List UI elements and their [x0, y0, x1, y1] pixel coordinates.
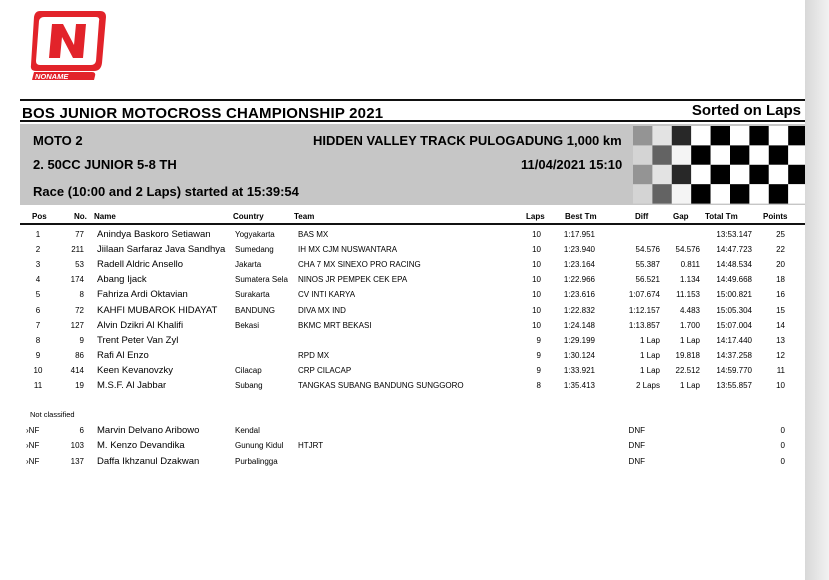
team-cell: NINOS JR PEMPEK CEK EPA [298, 275, 408, 285]
total-time-cell: 14:48.534 [716, 260, 752, 270]
best-time-cell: 1:33.921 [563, 365, 595, 375]
result-row [20, 258, 805, 273]
gap-cell: 0.811 [680, 260, 700, 270]
number-cell: 6 [79, 426, 84, 435]
col-no: No. [74, 212, 87, 221]
pos-cell: 1 [35, 230, 41, 239]
number-cell: 211 [71, 245, 84, 255]
rider-name: KAHFI MUBAROK HIDAYAT [97, 304, 218, 316]
diff-cell: 1 Lap [639, 335, 660, 345]
team-cell: RPD MX [298, 350, 330, 360]
diff-cell: 54.576 [635, 245, 660, 255]
pos-cell: 3 [35, 260, 41, 270]
rider-name: Abang Ijack [97, 274, 147, 286]
class-label: 2. 50CC JUNIOR 5-8 TH [33, 157, 177, 172]
best-time-cell: 1:23.616 [563, 290, 595, 300]
pos-cell: 5 [35, 290, 41, 300]
best-time-cell: 1:24.148 [563, 320, 595, 330]
country-cell: Sumedang [235, 245, 274, 255]
track-label: HIDDEN VALLEY TRACK PULOGADUNG 1,000 km [313, 133, 622, 148]
team-cell: TANGKAS SUBANG BANDUNG SUNGGORO [298, 381, 464, 390]
gap-cell: 1 Lap [679, 381, 700, 390]
number-cell: 86 [75, 350, 84, 360]
points-cell: 18 [776, 275, 785, 285]
diff-cell: 1:07.674 [628, 290, 660, 300]
number-cell: 414 [70, 365, 84, 375]
best-time-cell: 1:30.124 [563, 350, 595, 360]
total-time-cell: 15:05.304 [716, 305, 752, 315]
team-cell: HTJRT [298, 441, 324, 451]
number-cell: 137 [70, 456, 84, 466]
pos-cell: 7 [35, 320, 41, 330]
points-cell: 0 [780, 456, 785, 466]
result-row [20, 334, 805, 349]
points-cell: 10 [776, 381, 785, 390]
team-cell: CHA 7 MX SINEXO PRO RACING [298, 260, 421, 270]
rider-name: Marvin Delvano Aribowo [97, 425, 200, 436]
page-title: BOS JUNIOR MOTOCROSS CHAMPIONSHIP 2021 [22, 105, 384, 122]
country-cell: Kendal [235, 426, 260, 435]
column-headers [20, 209, 805, 225]
best-time-cell: 1:22.966 [563, 275, 595, 285]
best-time-cell: 1:23.164 [563, 260, 595, 270]
team-cell: CV INTI KARYA [298, 290, 356, 300]
team-cell: CRP CILACAP [298, 365, 352, 375]
number-cell: 103 [70, 441, 84, 451]
result-row [20, 273, 805, 288]
points-cell: 0 [780, 426, 785, 435]
status-cell: DNF [628, 456, 645, 466]
pos-cell: 11 [33, 381, 43, 390]
gap-cell: 1.134 [679, 275, 700, 285]
diff-cell: 55.387 [635, 260, 660, 270]
points-cell: 25 [776, 230, 785, 239]
country-cell: Bekasi [235, 320, 260, 330]
col-country: Country [233, 212, 264, 221]
diff-cell: 1:12.157 [628, 305, 660, 315]
laps-cell: 10 [532, 230, 541, 239]
rider-name: Trent Peter Van Zyl [97, 334, 179, 346]
not-classified-row [20, 424, 805, 439]
laps-cell: 9 [536, 365, 541, 375]
country-cell: Purbalingga [235, 456, 278, 466]
pos-cell: 2 [35, 245, 41, 255]
not-classified-row [20, 455, 805, 470]
col-team: Team [294, 212, 315, 221]
status-cell: DNF [628, 441, 645, 451]
points-cell: 0 [780, 441, 785, 451]
pos-cell: 8 [35, 335, 41, 345]
country-cell: BANDUNG [235, 305, 276, 315]
country-cell: Surakarta [235, 290, 270, 300]
team-cell: IH MX CJM NUSWANTARA [298, 245, 398, 255]
country-cell: Yogyakarta [235, 230, 275, 239]
rider-name: Alvin Dzikri Al Khalifi [97, 319, 184, 331]
pos-cell: 6 [35, 305, 41, 315]
points-cell: 16 [776, 290, 785, 300]
not-classified-row [20, 439, 805, 454]
best-time-cell: 1:17.951 [563, 230, 595, 239]
rider-name: Radell Aldric Ansello [97, 259, 184, 271]
col-diff: Diff [635, 212, 649, 221]
not-classified-heading: Not classified [30, 410, 75, 419]
country-cell: Sumatera Sela [235, 275, 288, 285]
team-cell: BAS MX [298, 230, 329, 239]
moto-label: MOTO 2 [33, 133, 83, 148]
noname-logo [30, 9, 108, 81]
gap-cell: 4.483 [679, 305, 700, 315]
gap-cell: 19.818 [675, 350, 700, 360]
rider-name: Jiilaan Sarfaraz Java Sandhya [97, 244, 226, 256]
title-bar [20, 99, 805, 122]
rider-name: Daffa Ikhzanul Dzakwan [97, 455, 200, 467]
number-cell: 19 [75, 381, 84, 390]
result-row [20, 319, 805, 334]
rider-name: Anindya Baskoro Setiawan [97, 229, 211, 240]
team-cell: BKMC MRT BEKASI [298, 320, 372, 330]
points-cell: 14 [776, 320, 785, 330]
diff-cell: 2 Laps [635, 381, 660, 390]
laps-cell: 10 [532, 305, 541, 315]
number-cell: 174 [70, 275, 84, 285]
gap-cell: 1.700 [679, 320, 700, 330]
country-cell: Subang [235, 381, 263, 390]
pos-cell: ›NF [26, 426, 40, 435]
number-cell: 9 [79, 335, 84, 345]
pos-cell: ›NF [26, 456, 40, 466]
total-time-cell: 15:07.004 [716, 320, 752, 330]
points-cell: 12 [776, 350, 785, 360]
points-cell: 15 [776, 305, 785, 315]
best-time-cell: 1:35.413 [563, 381, 595, 390]
team-cell: DIVA MX IND [298, 305, 346, 315]
race-info: Race (10:00 and 2 Laps) started at 15:39:54 [33, 184, 299, 199]
best-time-cell: 1:22.832 [563, 305, 595, 315]
rider-name: M. Kenzo Devandika [97, 440, 185, 452]
pos-cell: 4 [35, 275, 41, 285]
diff-cell: 1:13.857 [628, 320, 660, 330]
best-time-cell: 1:23.940 [563, 245, 595, 255]
rider-name: Keen Kevanovzky [97, 364, 174, 376]
number-cell: 77 [75, 230, 84, 239]
sort-label: Sorted on Laps [691, 102, 801, 119]
status-cell: DNF [628, 426, 645, 435]
laps-cell: 10 [532, 260, 541, 270]
total-time-cell: 13:53.147 [716, 230, 752, 239]
rider-name: Fahriza Ardi Oktavian [97, 289, 188, 301]
number-cell: 72 [75, 305, 84, 315]
result-row [20, 288, 805, 303]
result-row [20, 243, 805, 258]
laps-cell: 10 [532, 245, 541, 255]
col-total: Total Tm [705, 212, 738, 221]
race-header [20, 124, 805, 205]
laps-cell: 9 [536, 335, 541, 345]
result-row [20, 304, 805, 319]
gap-cell: 1 Lap [679, 335, 700, 345]
points-cell: 13 [776, 335, 785, 345]
country-cell: Jakarta [235, 260, 262, 270]
result-row [20, 349, 805, 364]
rider-name: M.S.F. Al Jabbar [97, 380, 167, 391]
country-cell: Gunung Kidul [235, 441, 284, 451]
pos-cell: 9 [35, 350, 41, 360]
gap-cell: 54.576 [675, 245, 700, 255]
race-datetime: 11/04/2021 15:10 [521, 157, 623, 172]
diff-cell: 56.521 [635, 275, 660, 285]
pos-cell: ›NF [26, 441, 40, 451]
total-time-cell: 14:49.668 [716, 275, 752, 285]
gap-cell: 22.512 [675, 365, 700, 375]
diff-cell: 1 Lap [639, 365, 660, 375]
page-edge-shadow [805, 0, 829, 580]
total-time-cell: 15:00.821 [716, 290, 752, 300]
laps-cell: 10 [532, 290, 541, 300]
number-cell: 127 [70, 320, 84, 330]
total-time-cell: 14:59.770 [716, 365, 752, 375]
best-time-cell: 1:29.199 [563, 335, 595, 345]
total-time-cell: 14:47.723 [716, 245, 752, 255]
number-cell: 53 [75, 260, 84, 270]
points-cell: 11 [776, 365, 785, 375]
noname-logo-graphic [30, 9, 108, 81]
points-cell: 22 [776, 245, 785, 255]
col-name: Name [94, 212, 116, 221]
country-cell: Cilacap [235, 365, 262, 375]
col-laps: Laps [526, 212, 545, 221]
col-gap: Gap [673, 212, 689, 221]
points-cell: 20 [776, 260, 785, 270]
result-row [20, 364, 805, 379]
laps-cell: 10 [532, 320, 541, 330]
number-cell: 8 [79, 290, 84, 300]
col-points: Points [763, 212, 788, 221]
col-pos: Pos [32, 212, 47, 221]
total-time-cell: 13:55.857 [716, 381, 752, 390]
laps-cell: 9 [536, 350, 541, 360]
diff-cell: 1 Lap [639, 350, 660, 360]
laps-cell: 10 [532, 275, 541, 285]
total-time-cell: 14:37.258 [716, 350, 752, 360]
laps-cell: 8 [536, 381, 541, 390]
result-row [20, 228, 805, 243]
col-best: Best Tm [565, 212, 597, 221]
pos-cell: 10 [33, 365, 43, 375]
total-time-cell: 14:17.440 [716, 335, 752, 345]
result-row [20, 379, 805, 394]
logo-text: NONAME [35, 72, 69, 81]
gap-cell: 11.153 [676, 290, 700, 300]
rider-name: Rafi Al Enzo [97, 349, 149, 361]
